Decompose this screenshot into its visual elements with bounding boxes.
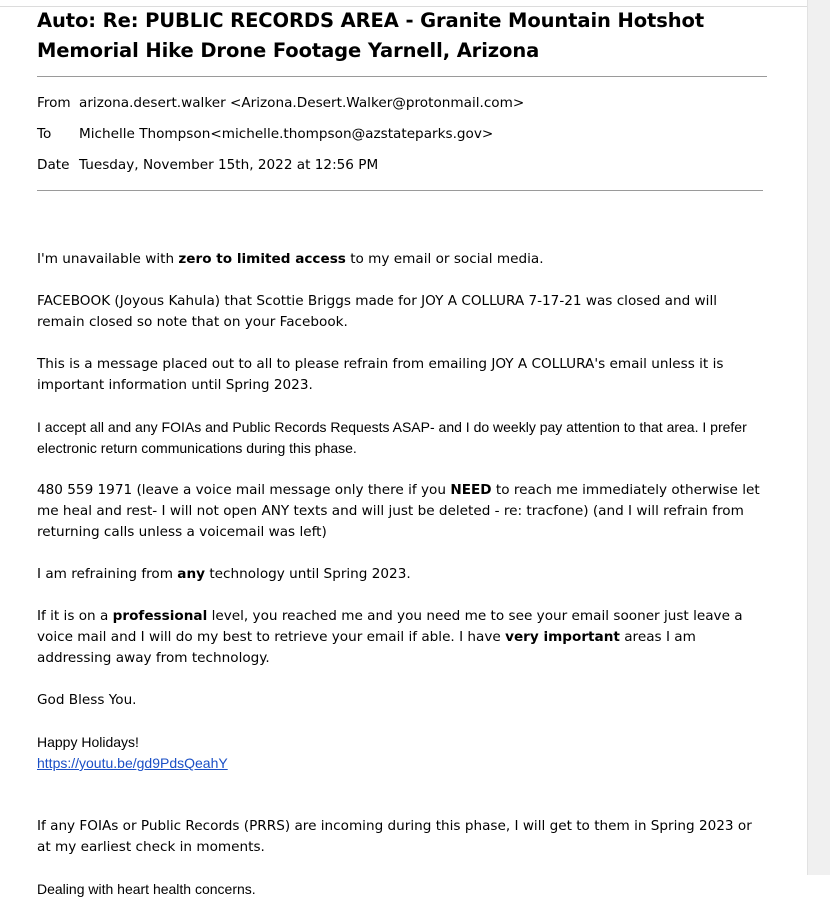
to-value: Michelle Thompson<michelle.thompson@azstateparks.gov>: [79, 125, 494, 142]
from-value: arizona.desert.walker <Arizona.Desert.Walker@protonmail.com>: [79, 94, 525, 111]
paragraph-availability: [37, 249, 767, 270]
paragraph-technology: [37, 564, 767, 585]
text: I'm unavailable with: [37, 251, 179, 267]
text: technology until Spring 2023.: [205, 566, 411, 582]
email-view: [37, 6, 767, 921]
bold-text: very important: [505, 629, 620, 645]
text: areas I am addressing away from technology.: [37, 629, 696, 666]
bold-text: zero to limited access: [178, 251, 346, 267]
paragraph-professional: [37, 606, 767, 669]
from-label: From: [37, 94, 71, 111]
paragraph-health: Dealing with heart health concerns.: [37, 881, 256, 897]
paragraph-refrain: This is a message placed out to all to please refrain from emailing JOY A COLLURA's email unless it is important information until Spring 2023.: [37, 356, 724, 393]
bold-text: any: [177, 566, 205, 582]
email-headers: [37, 77, 763, 191]
scrollbar[interactable]: [807, 0, 830, 875]
text: I am refraining from: [37, 566, 178, 582]
bold-text: professional: [112, 608, 208, 624]
email-body: [37, 191, 767, 900]
from-row: [37, 87, 763, 118]
spacer: [37, 774, 767, 795]
paragraph-prrs: If any FOIAs or Public Records (PRRS) are incoming during this phase, I will get to them in Spring 2023 or at my earliest check in moments.: [37, 818, 752, 855]
text: to my email or social media.: [345, 251, 544, 267]
text: If it is on a: [37, 608, 113, 624]
bold-text: NEED: [450, 482, 492, 498]
spacer: [37, 795, 767, 816]
paragraph-phone: [37, 480, 767, 543]
text: to reach me immediately otherwise let me heal and rest- I will not open ANY texts and will just be deleted - re: tracfone) (and I will refrain from returning calls unless a voicemail was left): [37, 482, 760, 540]
email-subject: Auto: Re: PUBLIC RECORDS AREA - Granite Mountain Hotshot Memorial Hike Drone Footage Yarnell, Arizona: [37, 6, 767, 77]
holiday-text: Happy Holidays!: [37, 734, 139, 750]
paragraph-foia: I accept all and any FOIAs and Public Records Requests ASAP- and I do weekly pay attention to that area. I prefer electronic return communications during this phase.: [37, 419, 747, 456]
text: level, you reached me and you need me to see your email sooner just leave a voice mail and I will do my best to retrieve your email if able. I have: [37, 608, 743, 645]
paragraph-blessing: God Bless You.: [37, 692, 137, 708]
paragraph-facebook: FACEBOOK (Joyous Kahula) that Scottie Briggs made for JOY A COLLURA 7-17-21 was closed and will remain closed so note that on your Facebook.: [37, 293, 717, 330]
date-value: Tuesday, November 15th, 2022 at 12:56 PM: [79, 156, 379, 173]
paragraph-holidays: [37, 732, 767, 774]
date-row: [37, 149, 763, 180]
text: 480 559 1971 (leave a voice mail message only there if you: [37, 482, 451, 498]
date-label: Date: [37, 156, 70, 173]
to-row: [37, 118, 763, 149]
to-label: To: [37, 125, 52, 142]
youtube-link[interactable]: https://youtu.be/gd9PdsQeahY: [37, 755, 228, 771]
